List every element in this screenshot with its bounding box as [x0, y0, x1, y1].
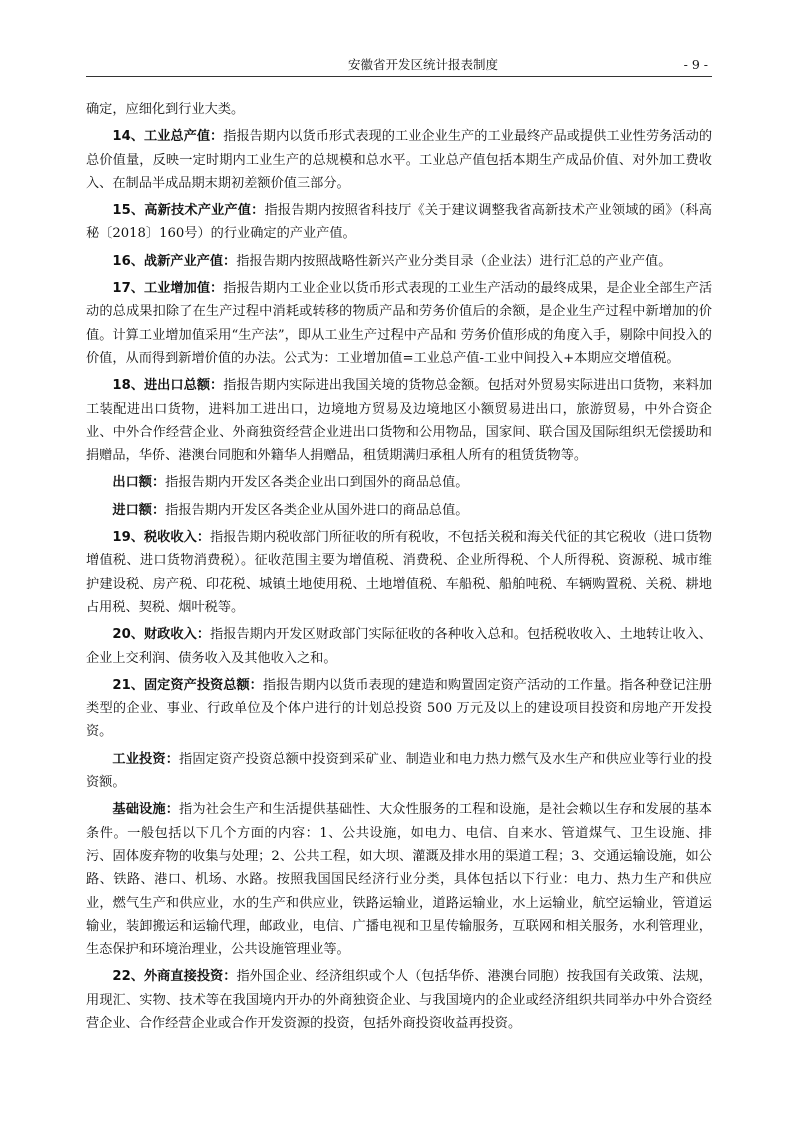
paragraph-text: 指为社会生产和生活提供基础性、大众性服务的工程和设施，是社会赖以生存和发展的基本条件。一般包括以下几个方面的内容：1、公共设施，如电力、电信、自来水、管道煤气、卫生设施、排污、固体废弃物的收集与处理；2、公共工程，如大坝、灌溉及排水用的渠道工程；3、交通运输设施，如公路、铁路、港口、机场、水路。按照我国国民经济行业分类，具体包括以下行业：电力、热力生产和供应业，燃气生产和供应业，水的生产和供应业，铁路运输业，道路运输业，水上运输业，航空运输业，管道运输业，装卸搬运和运输代理，邮政业，电信、广播电视和卫星传输服务，互联网和相关服务，水利管理业，生态保护和环境治理业，公共设施管理业等。	[86, 802, 712, 958]
paragraph-export-value	[86, 471, 712, 494]
paragraph-text: 指外国企业、经济组织或个人（包括华侨、港澳台同胞）按我国有关政策、法规，用现汇、实物、技术等在我国境内开办的外商独资企业、与我国境内的企业或经济组织共同举办中外合资经营企业、合作经营企业或合作开发资源的投资，包括外商投资收益再投资。	[86, 969, 712, 1031]
term-label: 21、固定资产投资总额：	[112, 677, 263, 693]
paragraph-industrial-value-added	[86, 277, 712, 370]
paragraph-high-tech-output	[86, 199, 712, 246]
paragraph-tax-revenue	[86, 526, 712, 619]
paragraph-fixed-asset-investment	[86, 674, 712, 744]
term-label: 20、财政收入：	[112, 627, 211, 643]
paragraph-text: 指报告期内税收部门所征收的所有税收，不包括关税和海关代征的其它税收（进口货物增值税、进口货物消费税）。征收范围主要为增值税、消费税、企业所得税、个人所得税、资源税、城市维护建设税、房产税、印花税、城镇土地使用税、土地增值税、车船税、船舶吨税、车辆购置税、关税、耕地占用税、契税、烟叶税等。	[86, 530, 712, 615]
paragraph-continuation	[86, 98, 712, 121]
page-header	[86, 56, 712, 77]
term-label: 出口额：	[112, 475, 166, 491]
header-title: 安徽省开发区统计报表制度	[348, 57, 499, 72]
term-label: 22、外商直接投资：	[112, 969, 237, 985]
paragraph-import-value	[86, 499, 712, 522]
paragraph-industrial-investment	[86, 748, 712, 795]
paragraph-text: 指报告期内以货币表现的建造和购置固定资产活动的工作量。指各种登记注册类型的企业、事业、行政单位及个体户进行的计划总投资 500 万元及以上的建设项目投资和房地产开发投资。	[86, 677, 712, 740]
paragraph-text: 确定，应细化到行业大类。	[86, 102, 245, 117]
paragraph-text: 指报告期内实际进出我国关境的货物总金额。包括对外贸易实际进出口货物，来料加工装配进出口货物，进料加工进出口，边境地方贸易及边境地区小额贸易进出口，旅游贸易，中外合资企业、中外合作经营企业、外商独资经营企业进出口货物和公用物品，国家间、联合国及国际组织无偿援助和捐赠品，华侨、港澳台同胞和外籍华人捐赠品，租赁期满归承租人所有的租赁货物等。	[86, 378, 713, 464]
term-label: 18、进出口总额：	[112, 378, 224, 394]
term-label: 基础设施：	[112, 802, 180, 818]
paragraph-industrial-output	[86, 125, 712, 195]
paragraph-fiscal-revenue	[86, 623, 712, 670]
paragraph-text: 指报告期内工业企业以货币形式表现的工业生产活动的最终成果，是企业全部生产活动的总成果扣除了在生产过程中消耗或转移的物质产品和劳务价值后的余额，是企业生产过程中新增加的价值。计算工业增加值采用“生产法”，即从工业生产过程中产品和 劳务价值形成的角度入手，剔除中间投入的价值，从而得到新增价值的办法。公式为：工业增加值=工业总产值-工业中间投入+本期应交增值税。	[86, 281, 713, 366]
term-label: 工业投资：	[112, 751, 180, 767]
paragraph-emerging-industry-output	[86, 250, 712, 273]
paragraph-text: 指报告期内开发区财政部门实际征收的各种收入总和。包括税收收入、土地转让收入、企业上交利润、债务收入及其他收入之和。	[86, 627, 712, 666]
paragraph-text: 指报告期内开发区各类企业从国外进口的商品总值。	[165, 502, 469, 518]
paragraph-text: 指报告期内按照战略性新兴产业分类目录（企业法）进行汇总的产业产值。	[236, 253, 672, 269]
paragraph-text: 指报告期内按照省科技厅《关于建议调整我省高新技术产业领域的函》（科高秘〔2018〕160号）的行业确定的产业产值。	[86, 203, 712, 242]
paragraph-import-export-total	[86, 374, 712, 467]
term-label: 进口额：	[112, 502, 166, 518]
term-label: 16、战新产业产值：	[112, 253, 237, 269]
paragraph-text: 指固定资产投资总额中投资到采矿业、制造业和电力热力燃气及水生产和供应业等行业的投资额。	[86, 751, 712, 791]
term-label: 19、税收收入：	[112, 530, 211, 546]
document-body	[86, 98, 712, 1039]
term-label: 15、高新技术产业产值：	[112, 203, 265, 219]
page-number: - 9 -	[683, 57, 708, 72]
paragraph-infrastructure	[86, 798, 712, 961]
paragraph-text: 指报告期内开发区各类企业出口到国外的商品总值。	[165, 475, 469, 491]
term-label: 14、工业总产值：	[112, 129, 224, 145]
paragraph-text: 指报告期内以货币形式表现的工业企业生产的工业最终产品或提供工业性劳务活动的总价值量，反映一定时期内工业生产的总规模和总水平。工业总产值包括本期生产成品价值、对外加工费收入、在制品半成品期末期初差额价值三部分。	[86, 129, 713, 191]
term-label: 17、工业增加值：	[112, 281, 224, 297]
paragraph-foreign-direct-investment	[86, 965, 712, 1035]
